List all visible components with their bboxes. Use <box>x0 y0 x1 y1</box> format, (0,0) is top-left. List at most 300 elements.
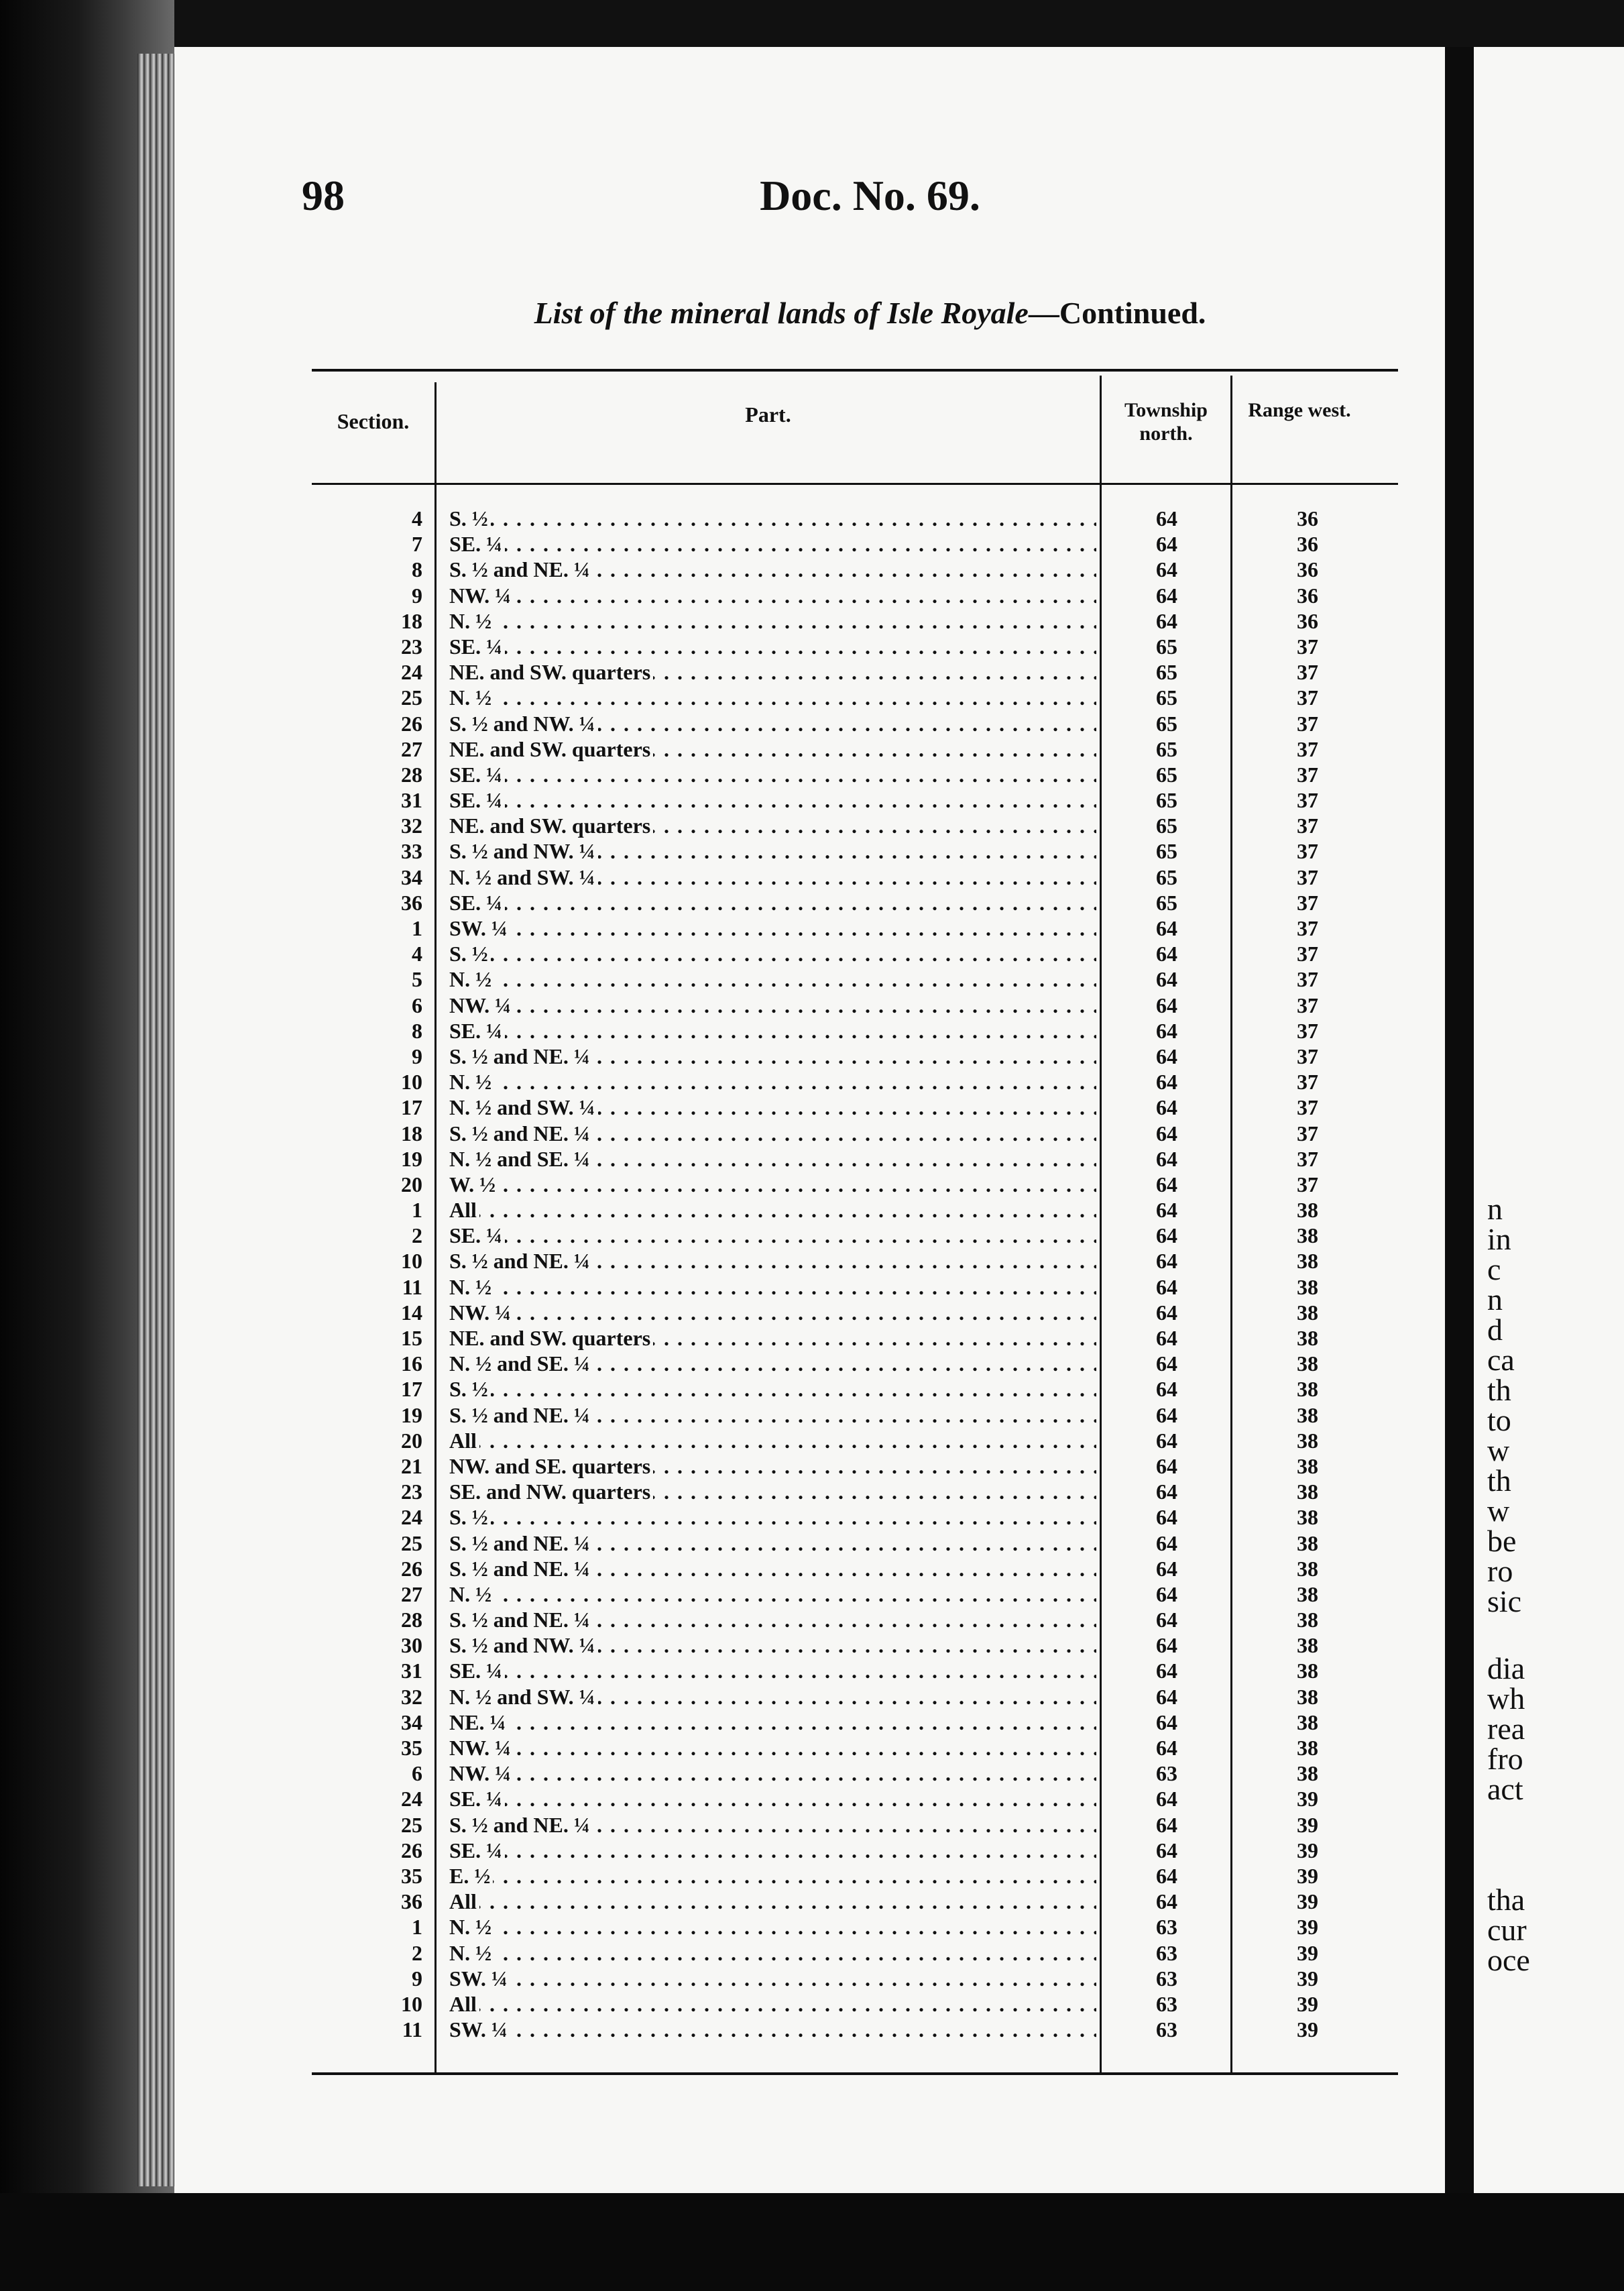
cell-section: 4 <box>412 942 422 966</box>
cell-part <box>449 1787 1096 1811</box>
cell-section: 26 <box>401 1838 422 1862</box>
cell-township: 64 <box>1156 942 1177 966</box>
cell-part <box>449 1300 1096 1325</box>
cell-township: 64 <box>1156 916 1177 940</box>
cell-part <box>449 1198 1096 1223</box>
cell-part <box>449 1429 1096 1453</box>
cell-part <box>449 1736 1096 1761</box>
cell-range: 37 <box>1297 1146 1318 1171</box>
cell-section: 32 <box>401 1684 422 1709</box>
cell-range: 37 <box>1297 1172 1318 1196</box>
cell-section: 34 <box>401 1710 422 1734</box>
cell-range: 37 <box>1297 736 1318 761</box>
cell-section: 25 <box>401 1530 422 1555</box>
table-row <box>312 1223 1398 1249</box>
cell-section: 36 <box>401 890 422 915</box>
facing-page-text-fragment: act <box>1487 1772 1523 1806</box>
cell-part-text: S. ½ and NE. ¼ <box>449 1608 593 1632</box>
facing-page-text-fragment: to <box>1487 1403 1511 1437</box>
cell-part <box>449 609 1096 634</box>
cell-part-text: NW. ¼ <box>449 1761 514 1785</box>
cell-section: 10 <box>401 1249 422 1274</box>
cell-section: 2 <box>412 1223 422 1248</box>
cell-township: 64 <box>1156 1787 1177 1811</box>
cell-township: 64 <box>1156 1198 1177 1223</box>
table-row <box>312 1377 1398 1402</box>
table-row <box>312 1070 1398 1095</box>
facing-page-text-fragment: th <box>1487 1463 1511 1498</box>
cell-section: 33 <box>401 839 422 864</box>
cell-township: 63 <box>1156 1991 1177 2016</box>
table-row <box>312 1121 1398 1147</box>
cell-part <box>449 967 1096 992</box>
cell-part <box>449 916 1096 941</box>
cell-part-text: S. ½ and NE. ¼ <box>449 1531 593 1555</box>
cell-township: 64 <box>1156 1556 1177 1581</box>
cell-section: 17 <box>401 1095 422 1120</box>
cell-part <box>449 1838 1096 1863</box>
cell-township: 64 <box>1156 1172 1177 1196</box>
cell-range: 38 <box>1297 1377 1318 1402</box>
cell-section: 21 <box>401 1453 422 1478</box>
cell-part-text: S. ½ <box>449 1505 491 1529</box>
cell-part-text: SE. ¼ <box>449 1787 505 1811</box>
cell-range: 38 <box>1297 1300 1318 1325</box>
cell-range: 36 <box>1297 608 1318 633</box>
cell-range: 37 <box>1297 634 1318 659</box>
cell-range: 38 <box>1297 1736 1318 1760</box>
table-row <box>312 1736 1398 1761</box>
cell-township: 64 <box>1156 608 1177 633</box>
cell-part <box>449 1070 1096 1095</box>
cell-part-text: E. ½ <box>449 1864 493 1888</box>
cell-part-text: S. ½ and NE. ¼ <box>449 1044 593 1068</box>
table-row <box>312 1275 1398 1300</box>
table-row <box>312 557 1398 583</box>
cell-section: 31 <box>401 788 422 813</box>
scanned-page <box>174 47 1445 2193</box>
cell-part <box>449 1275 1096 1300</box>
cell-township: 64 <box>1156 1121 1177 1146</box>
cell-range: 39 <box>1297 1915 1318 1940</box>
cell-part <box>449 685 1096 710</box>
cell-section: 34 <box>401 864 422 889</box>
cell-section: 9 <box>412 583 422 608</box>
cell-part-text: SW. ¼ <box>449 1966 510 1991</box>
cell-township: 63 <box>1156 1915 1177 1940</box>
cell-township: 64 <box>1156 1863 1177 1888</box>
table-row <box>312 1479 1398 1505</box>
cell-section: 5 <box>412 967 422 992</box>
cell-township: 63 <box>1156 1940 1177 1965</box>
cell-township: 65 <box>1156 736 1177 761</box>
cell-township: 64 <box>1156 1633 1177 1658</box>
cell-part <box>449 1223 1096 1248</box>
cell-part <box>449 2017 1096 2042</box>
cell-section: 16 <box>401 1351 422 1376</box>
cell-township: 65 <box>1156 762 1177 787</box>
facing-page-text-fragment: n <box>1487 1192 1503 1226</box>
cell-section: 31 <box>401 1659 422 1683</box>
header-part: Part. <box>745 402 791 427</box>
cell-range: 38 <box>1297 1684 1318 1709</box>
cell-range: 36 <box>1297 506 1318 530</box>
cell-part <box>449 1403 1096 1428</box>
cell-township: 64 <box>1156 1095 1177 1120</box>
cell-part <box>449 1172 1096 1197</box>
cell-part <box>449 1019 1096 1044</box>
cell-section: 6 <box>412 993 422 1017</box>
facing-page-text-fragment: cur <box>1487 1913 1527 1947</box>
cell-township: 64 <box>1156 967 1177 992</box>
facing-page-text-fragment: dia <box>1487 1651 1525 1685</box>
header-range: Range west. <box>1248 399 1351 421</box>
table-row <box>312 891 1398 916</box>
cell-part-text: SE. ¼ <box>449 788 505 812</box>
cell-range: 38 <box>1297 1761 1318 1786</box>
table-row <box>312 1172 1398 1198</box>
cell-section: 1 <box>412 1915 422 1940</box>
cell-township: 64 <box>1156 1505 1177 1530</box>
cell-section: 19 <box>401 1402 422 1427</box>
cell-section: 1 <box>412 916 422 940</box>
cell-part-text: All <box>449 1992 479 2016</box>
cell-range: 37 <box>1297 711 1318 736</box>
cell-range: 39 <box>1297 1940 1318 1965</box>
table-row <box>312 1864 1398 1889</box>
cell-part <box>449 1659 1096 1683</box>
facing-page-text-fragment: ro <box>1487 1554 1513 1588</box>
table-body <box>312 506 1398 2043</box>
facing-page-text-fragment: be <box>1487 1524 1517 1558</box>
cell-part-text: N. ½ and SW. ¼ <box>449 1685 598 1709</box>
cell-part-text: N. ½ and SW. ¼ <box>449 1095 598 1119</box>
cell-township: 64 <box>1156 1479 1177 1504</box>
cell-range: 38 <box>1297 1530 1318 1555</box>
cell-township: 65 <box>1156 890 1177 915</box>
facing-page <box>1474 47 1624 2193</box>
cell-township: 64 <box>1156 1044 1177 1068</box>
cell-range: 37 <box>1297 1070 1318 1095</box>
table-row <box>312 814 1398 839</box>
cell-part <box>449 865 1096 890</box>
cell-township: 65 <box>1156 864 1177 889</box>
table-row <box>312 712 1398 737</box>
document-title: Doc. No. 69. <box>760 172 980 219</box>
cell-part-text: SW. ¼ <box>449 2017 510 2042</box>
cell-part-text: S. ½ and NE. ¼ <box>449 1121 593 1146</box>
table-row <box>312 1019 1398 1044</box>
cell-part-text: N. ½ <box>449 1915 494 1939</box>
cell-part <box>449 1505 1096 1530</box>
table-row <box>312 1326 1398 1351</box>
cell-part <box>449 1710 1096 1735</box>
cell-section: 15 <box>401 1326 422 1350</box>
cell-range: 37 <box>1297 993 1318 1017</box>
cell-part-text: NW. ¼ <box>449 993 514 1017</box>
cell-range: 38 <box>1297 1710 1318 1734</box>
cell-range: 38 <box>1297 1428 1318 1453</box>
cell-part-text: NW. ¼ <box>449 1736 514 1760</box>
cell-part-text: NE. and SW. quarters <box>449 1326 653 1350</box>
cell-township: 64 <box>1156 1889 1177 1914</box>
cell-range: 38 <box>1297 1608 1318 1632</box>
cell-township: 64 <box>1156 1710 1177 1734</box>
cell-township: 64 <box>1156 1453 1177 1478</box>
subtitle-continued: —Continued. <box>1028 296 1206 330</box>
cell-part <box>449 532 1096 557</box>
cell-section: 30 <box>401 1633 422 1658</box>
table-row <box>312 685 1398 711</box>
cell-part <box>449 1454 1096 1479</box>
cell-part-text: NE. and SW. quarters <box>449 660 653 684</box>
cell-part <box>449 1941 1096 1966</box>
cell-part-text: SE. ¼ <box>449 1838 505 1862</box>
cell-township: 64 <box>1156 1684 1177 1709</box>
cell-part <box>449 660 1096 685</box>
cell-section: 32 <box>401 814 422 838</box>
cell-part-text: NE. and SW. quarters <box>449 737 653 761</box>
cell-township: 65 <box>1156 660 1177 685</box>
table-row <box>312 1710 1398 1736</box>
cell-township: 64 <box>1156 1581 1177 1606</box>
cell-part-text: SE. ¼ <box>449 1223 505 1247</box>
cell-part <box>449 1044 1096 1069</box>
bottom-rule <box>312 2072 1398 2075</box>
cell-range: 38 <box>1297 1659 1318 1683</box>
table-row <box>312 1147 1398 1172</box>
facing-page-text-fragment: oce <box>1487 1943 1530 1977</box>
cell-range: 39 <box>1297 1863 1318 1888</box>
cell-section: 6 <box>412 1761 422 1786</box>
cell-part <box>449 814 1096 838</box>
cell-part-text: N. ½ and SW. ¼ <box>449 865 598 889</box>
cell-township: 63 <box>1156 1761 1177 1786</box>
cell-part-text: W. ½ <box>449 1172 498 1196</box>
cell-part <box>449 557 1096 582</box>
table-row <box>312 1915 1398 1940</box>
cell-range: 36 <box>1297 532 1318 557</box>
facing-page-text-fragment: w <box>1487 1433 1510 1467</box>
facing-page-text-fragment: c <box>1487 1252 1501 1286</box>
table-row <box>312 1249 1398 1274</box>
cell-part <box>449 1889 1096 1914</box>
cell-township: 65 <box>1156 634 1177 659</box>
table-row <box>312 532 1398 557</box>
cell-part-text: N. ½ <box>449 1941 494 1965</box>
facing-page-text-fragment: fro <box>1487 1742 1523 1776</box>
cell-part-text: N. ½ and SE. ¼ <box>449 1351 593 1376</box>
cell-section: 1 <box>412 1198 422 1223</box>
table-row <box>312 1608 1398 1633</box>
cell-township: 64 <box>1156 1300 1177 1325</box>
cell-part-text: SE. ¼ <box>449 1659 505 1683</box>
table-row <box>312 634 1398 660</box>
cell-part-text: N. ½ and SE. ¼ <box>449 1147 593 1171</box>
cell-part-text: SE. and NW. quarters <box>449 1479 653 1504</box>
cell-section: 9 <box>412 1966 422 1991</box>
page-number: 98 <box>302 172 345 219</box>
cell-range: 38 <box>1297 1633 1318 1658</box>
cell-part <box>449 1557 1096 1581</box>
cell-township: 64 <box>1156 532 1177 557</box>
cell-section: 25 <box>401 685 422 710</box>
cell-range: 39 <box>1297 1889 1318 1914</box>
facing-page-text-fragment: tha <box>1487 1883 1525 1917</box>
cell-section: 11 <box>402 1274 422 1299</box>
facing-page-text-fragment: rea <box>1487 1712 1525 1746</box>
cell-section: 14 <box>401 1300 422 1325</box>
cell-range: 37 <box>1297 1018 1318 1043</box>
table-row <box>312 1403 1398 1429</box>
cell-section: 24 <box>401 660 422 685</box>
cell-part-text: S. ½ and NW. ¼ <box>449 1633 598 1657</box>
table-row <box>312 1531 1398 1557</box>
cell-part-text: SE. ¼ <box>449 532 505 556</box>
cell-section: 11 <box>402 2017 422 2042</box>
cell-range: 37 <box>1297 660 1318 685</box>
cell-township: 65 <box>1156 788 1177 813</box>
cell-range: 38 <box>1297 1453 1318 1478</box>
table-row <box>312 967 1398 993</box>
cell-township: 63 <box>1156 2017 1177 2042</box>
cell-township: 64 <box>1156 1249 1177 1274</box>
cell-range: 38 <box>1297 1581 1318 1606</box>
cell-part <box>449 1249 1096 1274</box>
cell-section: 9 <box>412 1044 422 1068</box>
cell-section: 35 <box>401 1736 422 1760</box>
table-row <box>312 1992 1398 2017</box>
table-row <box>312 1685 1398 1710</box>
cell-township: 65 <box>1156 814 1177 838</box>
cell-range: 37 <box>1297 1095 1318 1120</box>
cell-section: 8 <box>412 1018 422 1043</box>
cell-range: 37 <box>1297 967 1318 992</box>
cell-range: 38 <box>1297 1351 1318 1376</box>
table-row <box>312 1198 1398 1223</box>
cell-part-text: SE. ¼ <box>449 763 505 787</box>
table-row <box>312 993 1398 1019</box>
cell-township: 64 <box>1156 1018 1177 1043</box>
cell-township: 64 <box>1156 557 1177 582</box>
cell-part-text: N. ½ <box>449 1582 494 1606</box>
cell-part-text: S. ½ <box>449 942 491 966</box>
table-row <box>312 1813 1398 1838</box>
cell-part-text: S. ½ and NW. ¼ <box>449 712 598 736</box>
cell-section: 24 <box>401 1505 422 1530</box>
table-row <box>312 1582 1398 1608</box>
cell-part <box>449 1761 1096 1786</box>
cell-part <box>449 1813 1096 1838</box>
table-row <box>312 1505 1398 1530</box>
cell-range: 39 <box>1297 1812 1318 1837</box>
cell-township: 65 <box>1156 711 1177 736</box>
cell-township: 64 <box>1156 1608 1177 1632</box>
cell-part-text: N. ½ <box>449 685 494 710</box>
cell-township: 65 <box>1156 839 1177 864</box>
cell-range: 37 <box>1297 916 1318 940</box>
cell-part-text: NW. and SE. quarters <box>449 1454 653 1478</box>
cell-range: 37 <box>1297 788 1318 813</box>
cell-range: 38 <box>1297 1274 1318 1299</box>
cell-part-text: All <box>449 1198 479 1222</box>
cell-part <box>449 1685 1096 1710</box>
cell-part <box>449 1326 1096 1351</box>
table-row <box>312 1659 1398 1684</box>
cell-section: 27 <box>401 1581 422 1606</box>
cell-part-text: S. ½ and NW. ¼ <box>449 839 598 863</box>
cell-range: 38 <box>1297 1479 1318 1504</box>
table-row <box>312 737 1398 763</box>
table-subtitle <box>174 295 1445 331</box>
cell-range: 38 <box>1297 1402 1318 1427</box>
cell-part <box>449 1147 1096 1172</box>
cell-section: 26 <box>401 711 422 736</box>
cell-section: 23 <box>401 1479 422 1504</box>
cell-section: 17 <box>401 1377 422 1402</box>
table-row <box>312 1300 1398 1326</box>
table-row <box>312 763 1398 788</box>
cell-part <box>449 583 1096 608</box>
cell-section: 10 <box>401 1070 422 1095</box>
cell-part-text: SE. ¼ <box>449 891 505 915</box>
header-rule <box>312 483 1398 485</box>
cell-part-text: SW. ¼ <box>449 916 510 940</box>
cell-part <box>449 634 1096 659</box>
cell-range: 37 <box>1297 864 1318 889</box>
cell-part-text: N. ½ <box>449 967 494 991</box>
cell-section: 28 <box>401 1608 422 1632</box>
top-rule <box>312 369 1398 372</box>
cell-range: 39 <box>1297 1787 1318 1811</box>
table-row <box>312 1351 1398 1377</box>
cell-section: 18 <box>401 1121 422 1146</box>
cell-part-text: SE. ¼ <box>449 1019 505 1043</box>
cell-section: 8 <box>412 557 422 582</box>
cell-part-text: SE. ¼ <box>449 634 505 659</box>
cell-part <box>449 1608 1096 1632</box>
cell-range: 37 <box>1297 942 1318 966</box>
cell-part <box>449 993 1096 1018</box>
cell-part <box>449 1966 1096 1991</box>
cell-part-text: NW. ¼ <box>449 1300 514 1325</box>
facing-page-text-fragment: ca <box>1487 1343 1515 1377</box>
cell-part-text: N. ½ <box>449 609 494 633</box>
cell-township: 64 <box>1156 1530 1177 1555</box>
cell-range: 37 <box>1297 1121 1318 1146</box>
cell-township: 64 <box>1156 1838 1177 1862</box>
cell-township: 64 <box>1156 1736 1177 1760</box>
cell-range: 39 <box>1297 2017 1318 2042</box>
cell-section: 19 <box>401 1146 422 1171</box>
cell-part-text: All <box>449 1429 479 1453</box>
cell-part-text: S. ½ and NE. ¼ <box>449 1403 593 1427</box>
table-row <box>312 1044 1398 1070</box>
facing-page-text-fragment: th <box>1487 1373 1511 1407</box>
cell-part-text: S. ½ and NE. ¼ <box>449 557 593 581</box>
facing-page-text-fragment: sic <box>1487 1584 1522 1618</box>
cell-part-text: S. ½ and NE. ¼ <box>449 1813 593 1837</box>
cell-range: 36 <box>1297 557 1318 582</box>
cell-part <box>449 1864 1096 1889</box>
cell-section: 24 <box>401 1787 422 1811</box>
cell-section: 23 <box>401 634 422 659</box>
cell-range: 38 <box>1297 1505 1318 1530</box>
table-row <box>312 1941 1398 1966</box>
table-row <box>312 609 1398 634</box>
cell-part <box>449 737 1096 762</box>
table-row <box>312 839 1398 864</box>
